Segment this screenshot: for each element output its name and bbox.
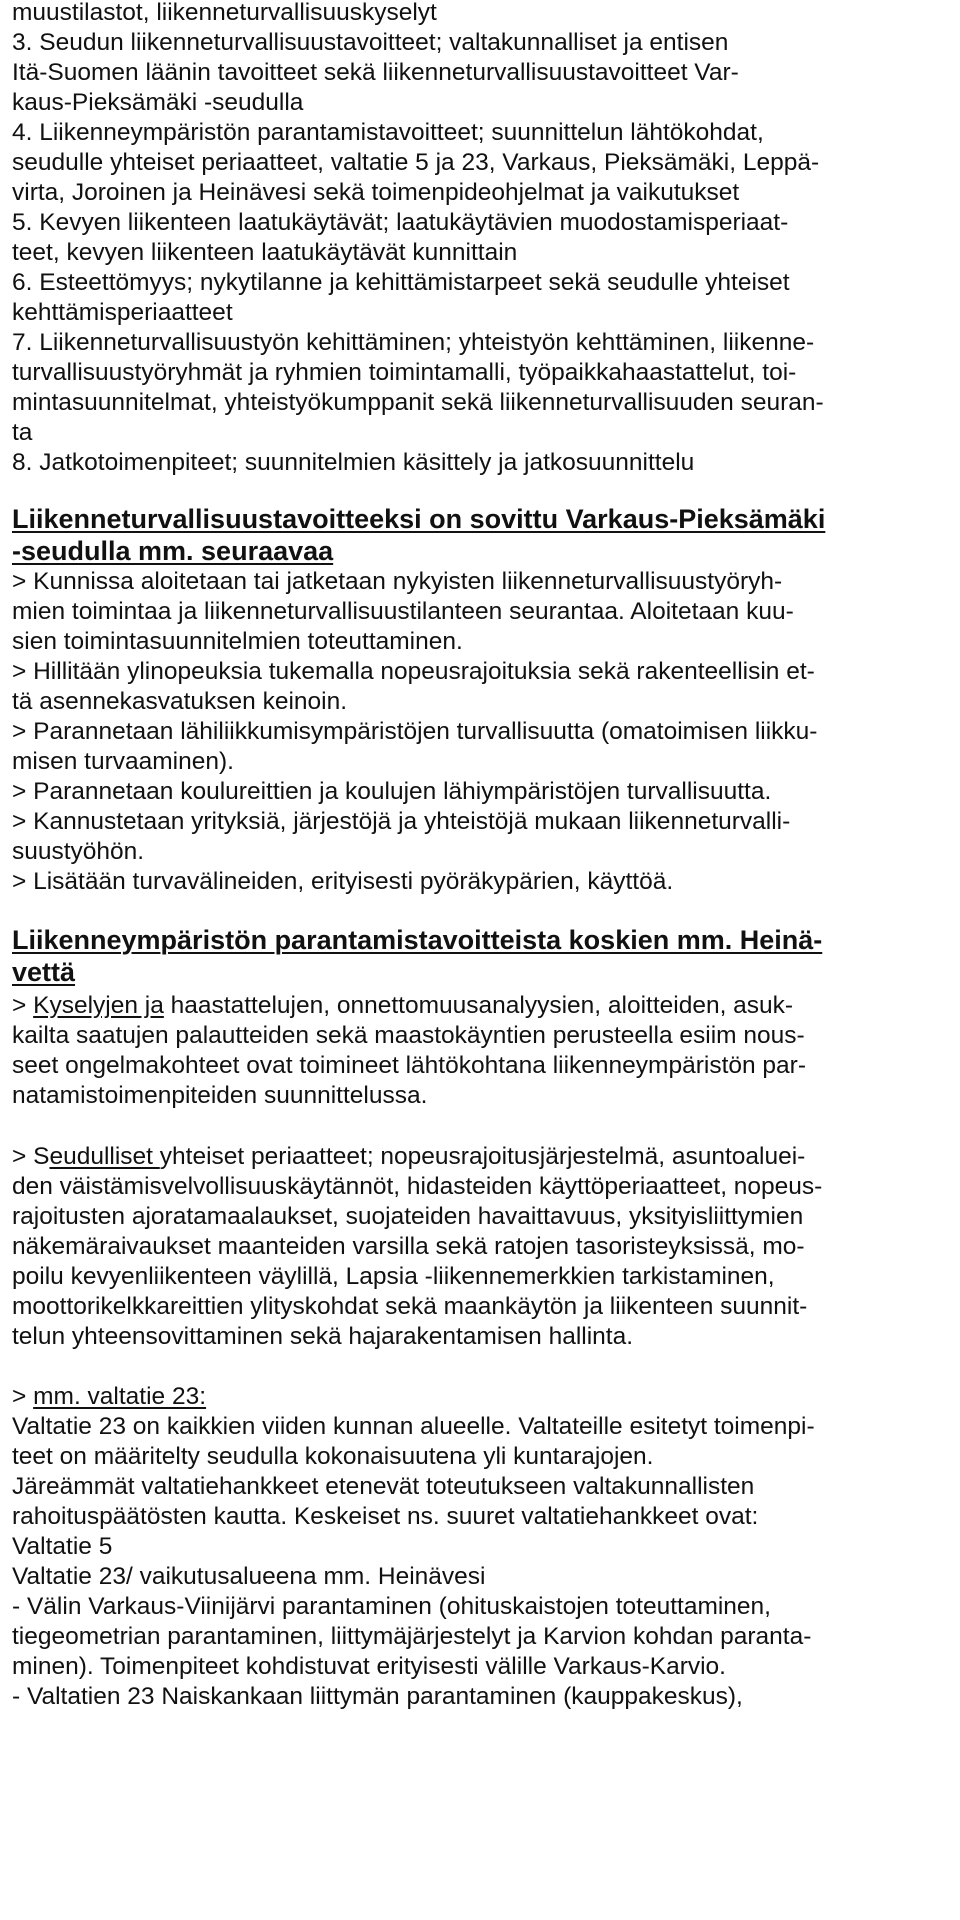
paragraph-line: seet ongelmakohteet ovat toimineet lähtökohtana liikenneympäristön par- — [12, 1052, 807, 1079]
paragraph-line — [12, 1142, 952, 1172]
paragraph-text: yhteiset periaatteet; nopeusrajoitusjärjestelmä, asuntoaluei- — [159, 1143, 806, 1170]
paragraph-line: tiegeometrian parantaminen, liittymäjärjestelyt ja Karvion kohdan paranta- — [12, 1623, 812, 1650]
section-heading: -seudulla mm. seuraavaa — [12, 536, 334, 566]
intro-line: 6. Esteettömyys; nykytilanne ja kehittämistarpeet sekä seudulle yhteiset — [12, 269, 790, 296]
paragraph-line — [12, 1382, 952, 1412]
underlined-text: mm. valtatie 23: — [33, 1383, 207, 1410]
goal-line: tä asennekasvatuksen keinoin. — [12, 688, 348, 715]
underlined-text: Kyselyjen ja — [33, 992, 164, 1019]
underlined-text: eudulliset — [49, 1143, 160, 1170]
paragraph-line: näkemäraivaukset maanteiden varsilla sekä ratojen tasoristeyksissä, mo- — [12, 1233, 805, 1260]
paragraph-line: den väistämisvelvollisuuskäytännöt, hidasteiden käyttöperiaatteet, nopeus- — [12, 1173, 823, 1200]
goal-line: mien toimintaa ja liikenneturvallisuustilanteen seurantaa. Aloitetaan kuu- — [12, 598, 794, 625]
paragraph-line: rajoitusten ajoratamaalaukset, suojateiden havaittavuus, yksityisliittymien — [12, 1203, 804, 1230]
paragraph-line: teet on määritelty seudulla kokonaisuutena yli kuntarajojen. — [12, 1443, 654, 1470]
paragraph-line: Valtatie 5 — [12, 1533, 113, 1560]
intro-line: 3. Seudun liikenneturvallisuustavoitteet; valtakunnalliset ja entisen — [12, 29, 729, 56]
intro-line: Itä-Suomen läänin tavoitteet sekä liikenneturvallisuustavoitteet Var- — [12, 59, 739, 86]
section-heading: Liikenneturvallisuustavoitteeksi on sovittu Varkaus-Pieksämäki — [12, 504, 826, 534]
paragraph-line: Valtatie 23 on kaikkien viiden kunnan alueelle. Valtateille esitetyt toimenpi- — [12, 1413, 815, 1440]
intro-line: seudulle yhteiset periaatteet, valtatie 5 ja 23, Varkaus, Pieksämäki, Leppä- — [12, 149, 820, 176]
goal-line: > Hillitään ylinopeuksia tukemalla nopeusrajoituksia sekä rakenteellisin et- — [12, 658, 815, 685]
paragraph-line: telun yhteensovittaminen sekä hajarakentamisen hallinta. — [12, 1323, 634, 1350]
goal-line: > Kannustetaan yrityksiä, järjestöjä ja yhteistöjä mukaan liikenneturvalli- — [12, 808, 791, 835]
section-heading: vettä — [12, 957, 76, 987]
paragraph-line: rahoituspäätösten kautta. Keskeiset ns. suuret valtatiehankkeet ovat: — [12, 1503, 759, 1530]
intro-line: 5. Kevyen liikenteen laatukäytävät; laatukäytävien muodostamisperiaat- — [12, 209, 789, 236]
paragraph-line: - Valtatien 23 Naiskankaan liittymän parantaminen (kauppakeskus), — [12, 1683, 743, 1710]
intro-line: 7. Liikenneturvallisuustyön kehittäminen; yhteistyön kehttäminen, liikenne- — [12, 329, 815, 356]
goal-line: sien toimintasuunnitelmien toteuttaminen. — [12, 628, 463, 655]
bullet-prefix: > — [12, 1383, 34, 1410]
goal-line: > Parannetaan lähiliikkumisympäristöjen turvallisuutta (omatoimisen liikku- — [12, 718, 818, 745]
intro-line: virta, Joroinen ja Heinävesi sekä toimenpideohjelmat ja vaikutukset — [12, 179, 740, 206]
paragraph-line: Valtatie 23/ vaikutusalueena mm. Heinävesi — [12, 1563, 486, 1590]
intro-line: kaus-Pieksämäki -seudulla — [12, 89, 304, 116]
goal-line: > Parannetaan koulureittien ja koulujen lähiympäristöjen turvallisuutta. — [12, 778, 772, 805]
intro-line: 4. Liikenneympäristön parantamistavoitteet; suunnittelun lähtökohdat, — [12, 119, 764, 146]
paragraph-line: - Välin Varkaus-Viinijärvi parantaminen (ohituskaistojen toteuttaminen, — [12, 1593, 771, 1620]
goal-line: suustyöhön. — [12, 838, 145, 865]
intro-line: kehttämisperiaatteet — [12, 299, 233, 326]
paragraph-text: haastattelujen, onnettomuusanalyysien, aloitteiden, asuk- — [163, 992, 794, 1019]
goal-line: misen turvaaminen). — [12, 748, 234, 775]
goal-line: > Lisätään turvavälineiden, erityisesti pyöräkypärien, käyttöä. — [12, 868, 674, 895]
intro-line: turvallisuustyöryhmät ja ryhmien toimintamalli, työpaikkahaastattelut, toi- — [12, 359, 797, 386]
intro-line: 8. Jatkotoimenpiteet; suunnitelmien käsittely ja jatkosuunnittelu — [12, 449, 695, 476]
goal-line: > Kunnissa aloitetaan tai jatketaan nykyisten liikenneturvallisuustyöryh- — [12, 568, 783, 595]
paragraph-line: natamistoimenpiteiden suunnittelussa. — [12, 1082, 428, 1109]
paragraph-line: moottorikelkkareittien ylityskohdat sekä maankäytön ja liikenteen suunnit- — [12, 1293, 808, 1320]
intro-line: teet, kevyen liikenteen laatukäytävät kunnittain — [12, 239, 518, 266]
paragraph-line: Järeämmät valtatiehankkeet etenevät toteutukseen valtakunnallisten — [12, 1473, 755, 1500]
intro-line: ta — [12, 419, 33, 446]
bullet-prefix: > S — [12, 1143, 50, 1170]
paragraph-line: minen). Toimenpiteet kohdistuvat erityisesti välille Varkaus-Karvio. — [12, 1653, 726, 1680]
paragraph-line — [12, 991, 952, 1021]
intro-line: muustilastot, liikenneturvallisuuskyselyt — [12, 0, 437, 26]
bullet-prefix: > — [12, 992, 34, 1019]
section-heading: Liikenneympäristön parantamistavoitteista koskien mm. Heinä- — [12, 925, 823, 955]
paragraph-line: poilu kevyenliikenteen väylillä, Lapsia -liikennemerkkien tarkistaminen, — [12, 1263, 775, 1290]
paragraph-line: kailta saatujen palautteiden sekä maastokäyntien perusteella esiim nous- — [12, 1022, 805, 1049]
intro-line: mintasuunnitelmat, yhteistyökumppanit sekä liikenneturvallisuuden seuran- — [12, 389, 824, 416]
